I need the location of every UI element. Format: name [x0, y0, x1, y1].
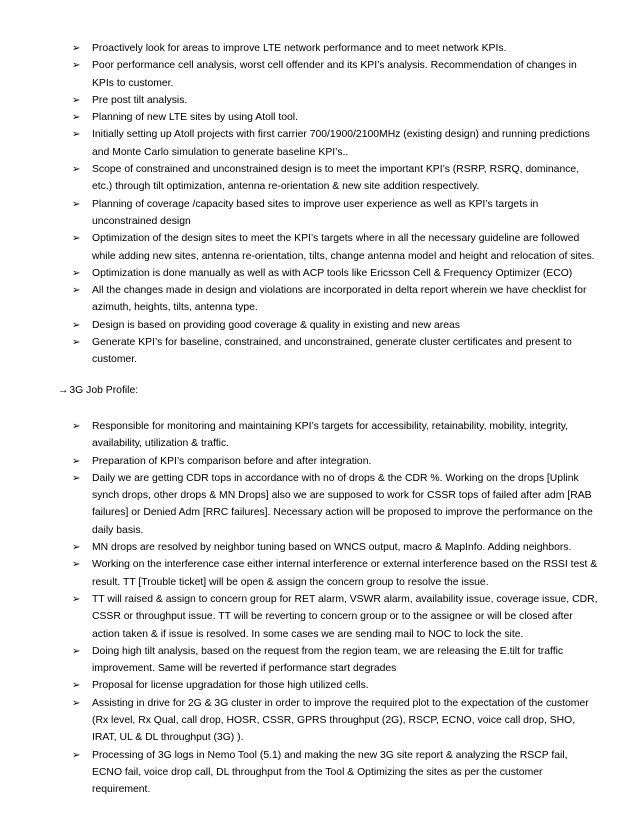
bullet-arrow-icon: ➢ [72, 421, 81, 432]
bullet-arrow-icon: ➢ [72, 233, 81, 245]
list-item [0, 109, 638, 126]
list-item [0, 317, 638, 334]
list-item-text: Design is based on providing good coverage & quality in existing and new areas [92, 319, 460, 331]
list-item-text: Proactively look for areas to improve LTE network performance and to meet network KPIs. [92, 43, 507, 54]
section-heading-3g-job-profile [58, 382, 138, 399]
section-heading-text: 3G Job Profile: [69, 385, 139, 396]
list-item [0, 230, 638, 265]
list-item-text: Responsible for monitoring and maintaining KPI’s targets for accessibility, retainability, mobility, integrity, availability, utilization & traffic. [92, 421, 569, 450]
list-item [0, 643, 638, 678]
bullet-arrow-icon: ➢ [72, 559, 81, 571]
bullet-arrow-icon: ➢ [72, 198, 81, 210]
list-item [0, 677, 638, 694]
list-item [0, 126, 638, 161]
list-item-text: Generate KPI’s for baseline, constrained, and unconstrained, generate cluster certificates and present to customer. [92, 337, 572, 366]
bullet-arrow-icon: ➢ [72, 337, 81, 349]
list-item-text: Assisting in drive for 2G & 3G cluster in order to improve the required plot to the expectation of the customer (Rx level, Rx Qual, call drop, HOSR, CSSR, GPRS throughput (2G), RSCP, ECNO, voice call drop, SHO, IRAT, UL & DL throughput (3G) ). [92, 697, 589, 744]
bullet-arrow-icon: ➢ [72, 455, 81, 467]
bullet-arrow-icon: ➢ [72, 542, 81, 554]
bullet-arrow-icon: ➢ [72, 645, 81, 657]
list-item [0, 282, 638, 317]
right-arrow-icon: → [58, 385, 69, 396]
list-item-text: Planning of new LTE sites by using Atoll tool. [92, 112, 299, 124]
list-item [0, 57, 638, 92]
list-item-text: Working on the interference case either internal interference or external interference based on the RSSI test & result. TT [Trouble ticket] will be open & assign the concern group to resolve the issue. [92, 559, 598, 588]
list-item [0, 695, 638, 747]
list-item [0, 40, 638, 57]
bullet-arrow-icon: ➢ [72, 112, 81, 124]
bullet-arrow-icon: ➢ [72, 285, 81, 297]
list-item [0, 92, 638, 109]
3g-responsibilities-list [0, 418, 638, 799]
list-item [0, 196, 638, 231]
list-item [0, 747, 638, 799]
bullet-arrow-icon: ➢ [72, 267, 81, 279]
list-item-text: TT will raised & assign to concern group for RET alarm, VSWR alarm, availability issue, coverage issue, CDR, CSSR or throughput issue. TT will be reverting to concern group or to the assignee or will be closed after action taken & if issue is resolved. In some cases we are sending mail to NOC to lock the site. [92, 593, 598, 640]
bullet-arrow-icon: ➢ [72, 164, 81, 176]
list-item-text: Scope of constrained and unconstrained design is to meet the important KPI’s (RSRP, RSRQ, dominance, etc.) through tilt optimization, antenna re-orientation & new site addition respectively. [92, 164, 580, 193]
bullet-arrow-icon: ➢ [72, 697, 81, 709]
list-item-text: Daily we are getting CDR tops in accordance with no of drops & the CDR %. Working on the drops [Uplink synch drops, other drops & MN Drops] also we are supposed to work for CSSR tops of failed after adm [RAB failures] or Denied Adm [RRC failures]. Necessary action will be proposed to improve the performance on the daily basis. [92, 472, 593, 536]
list-item [0, 334, 638, 369]
list-item-text: Initially setting up Atoll projects with first carrier 700/1900/2100MHz (existing design) and running predictions and Monte Carlo simulation to generate baseline KPI’s.. [92, 129, 590, 158]
lte-responsibilities-list [0, 40, 638, 369]
list-item [0, 265, 638, 282]
list-item-text: Processing of 3G logs in Nemo Tool (5.1) and making the new 3G site report & analyzing the RSCP fail, ECNO fail, voice drop call, DL throughput from the Tool & Optimizing the sites as per the customer requirement. [92, 749, 568, 796]
bullet-arrow-icon: ➢ [72, 94, 81, 106]
list-item-text: Pre post tilt analysis. [92, 94, 188, 106]
bullet-arrow-icon: ➢ [72, 60, 81, 72]
list-item [0, 591, 638, 643]
list-item-text: Optimization is done manually as well as with ACP tools like Ericsson Cell & Frequency Optimizer (ECO) [92, 267, 573, 279]
list-item [0, 470, 638, 539]
list-item-text: Poor performance cell analysis, worst cell offender and its KPI’s analysis. Recommendation of changes in KPIs to customer. [92, 60, 577, 89]
list-item-text: Optimization of the design sites to meet the KPI’s targets where in all the necessary guideline are followed while adding new sites, antenna re-orientation, tilts, change antenna model and height and relocation of sites. [92, 233, 595, 262]
list-item [0, 161, 638, 196]
list-item-text: Doing high tilt analysis, based on the request from the region team, we are releasing the E.tilt for traffic improvement. Same will be reverted if performance start degrades [92, 645, 564, 675]
bullet-arrow-icon: ➢ [72, 319, 81, 331]
list-item [0, 418, 638, 453]
bullet-arrow-icon: ➢ [72, 43, 81, 54]
bullet-arrow-icon: ➢ [72, 129, 81, 141]
bullet-arrow-icon: ➢ [72, 680, 81, 692]
list-item-text: Proposal for license upgradation for those high utilized cells. [92, 680, 369, 692]
bullet-arrow-icon: ➢ [72, 749, 81, 761]
list-item [0, 453, 638, 470]
list-item [0, 539, 638, 556]
list-item [0, 556, 638, 591]
list-item-text: Preparation of KPI’s comparison before and after integration. [92, 455, 372, 467]
list-item-text: All the changes made in design and violations are incorporated in delta report wherein we have checklist for azimuth, heights, tilts, antenna type. [92, 285, 587, 314]
list-item-text: Planning of coverage /capacity based sites to improve user experience as well as KPI’s targets in unconstrained design [92, 198, 539, 227]
bullet-arrow-icon: ➢ [72, 593, 81, 605]
list-item-text: MN drops are resolved by neighbor tuning based on WNCS output, macro & MapInfo. Adding neighbors. [92, 542, 572, 554]
bullet-arrow-icon: ➢ [72, 472, 81, 484]
